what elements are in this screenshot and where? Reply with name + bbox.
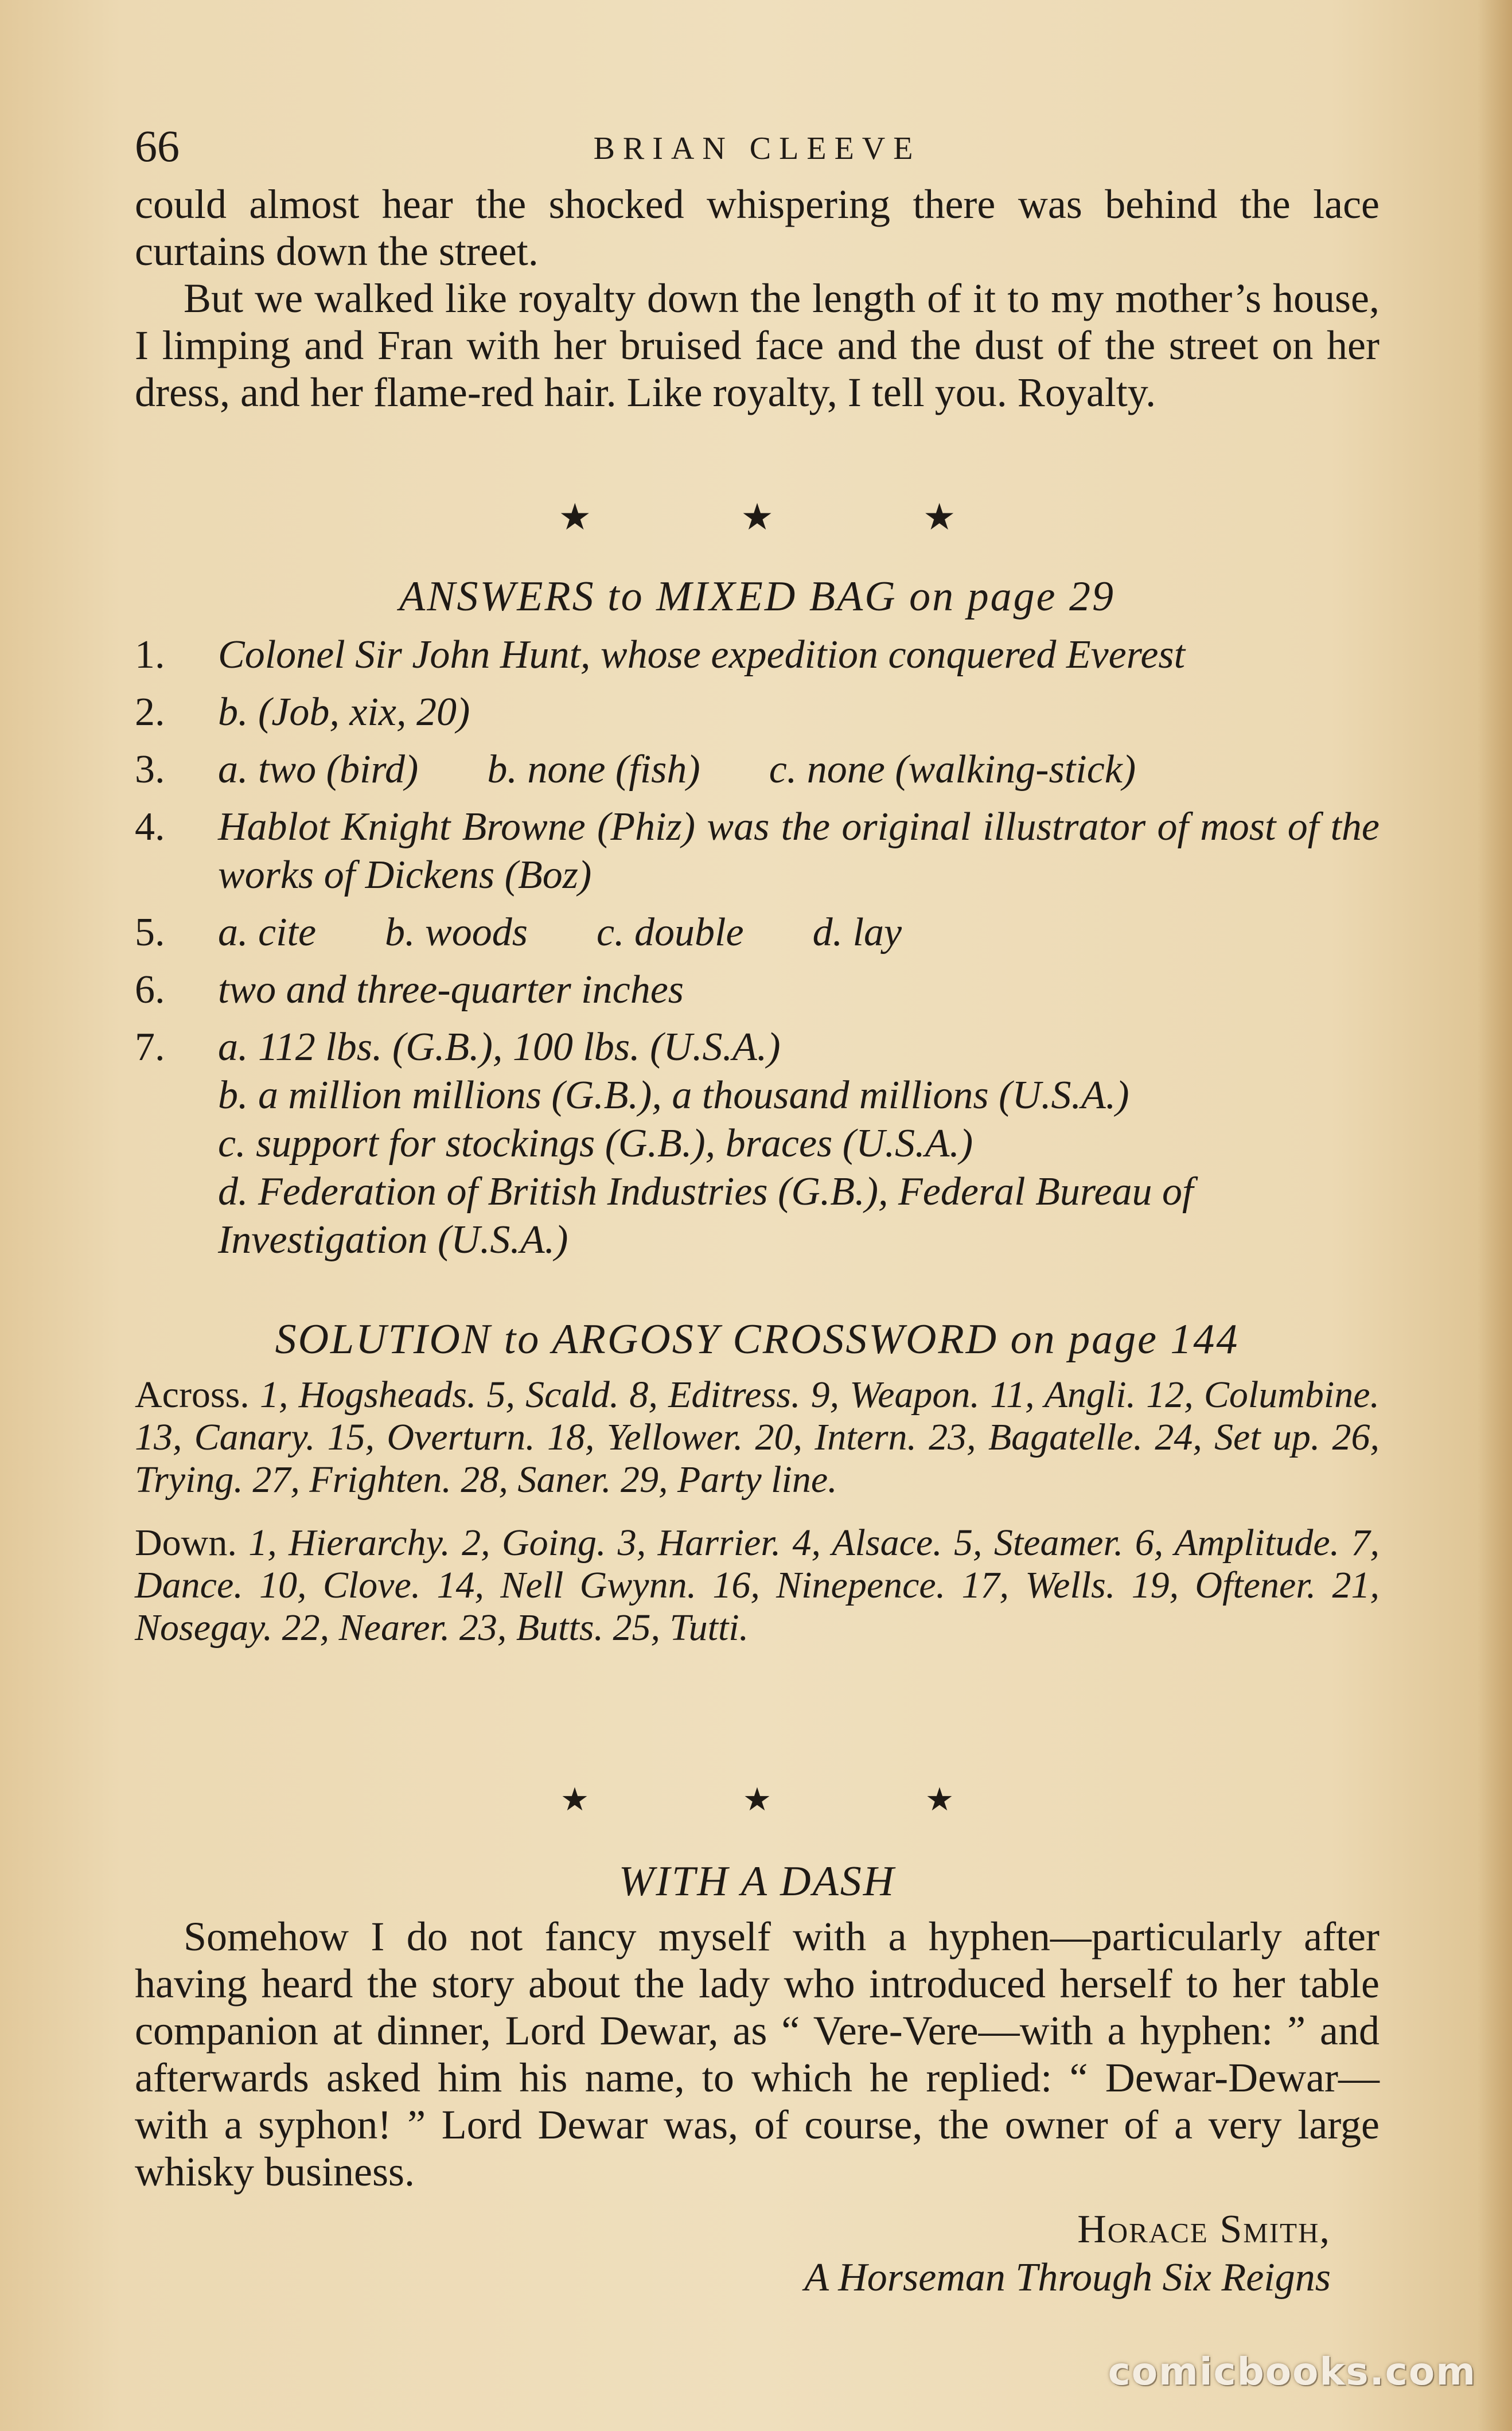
- crossword-solution: [135, 1374, 1379, 1670]
- section-separator: [135, 496, 1379, 539]
- page-edge-shadow: [1478, 0, 1512, 2431]
- star-icon: ★: [923, 496, 956, 539]
- across-text: 1, Hogsheads. 5, Scald. 8, Editress. 9, Weapon. 11, Angli. 12, Columbine. 13, Canary. 15, Overturn. 18, Yellower. 20, Intern. 23, Bagatelle. 24, Set up. 26, Trying. 27, Frighten. 28, Saner. 29, Party line.: [135, 1374, 1380, 1501]
- answer-item: [135, 803, 1379, 899]
- running-head: BRIAN CLEEVE: [593, 131, 921, 166]
- answer-line: two and three-quarter inches: [218, 968, 684, 1012]
- down-answers: [135, 1522, 1379, 1649]
- answer-number: 6.: [135, 968, 165, 1012]
- answer-number: 2.: [135, 690, 165, 734]
- star-icon: ★: [742, 1781, 772, 1818]
- section-separator: [135, 1781, 1379, 1818]
- page-header: [135, 120, 1379, 172]
- story-text: [135, 181, 1379, 416]
- dash-paragraph: Somehow I do not fancy myself with a hyphen—particularly after having heard the story about the lady who introduced herself to her table companion at dinner, Lord Dewar, as “ Vere-Vere—with a hyphen: ” and afterwards asked him his name, to which he replied: “ Dewar-Dewar—with a syphon! ” Lord Dewar was, of course, the owner of a very large whisky business.: [135, 1914, 1379, 2195]
- citation: [688, 2206, 1331, 2302]
- answer-item: [135, 746, 1379, 794]
- watermark: comicbooks.com: [1108, 2350, 1476, 2394]
- down-text: 1, Hierarchy. 2, Going. 3, Harrier. 4, Alsace. 5, Steamer. 6, Amplitude. 7, Dance. 10, Clove. 14, Nell Gwynn. 16, Ninepence. 17, Wells. 19, Oftener. 21, Nosegay. 22, Nearer. 23, Butts. 25, Tutti.: [135, 1522, 1380, 1649]
- answer-part: c. double: [596, 910, 744, 955]
- star-icon: ★: [925, 1781, 954, 1818]
- answer-line: b. (Job, xix, 20): [218, 690, 470, 734]
- page-number: 66: [135, 121, 180, 171]
- star-icon: ★: [558, 496, 591, 539]
- answer-number: 1.: [135, 633, 165, 677]
- answer-number: 4.: [135, 805, 165, 849]
- answer-number: 3.: [135, 747, 165, 792]
- answer-part: a. two (bird): [218, 747, 419, 792]
- dash-title: WITH A DASH: [618, 1858, 896, 1905]
- answer-item: [135, 688, 1379, 737]
- answer-item: [135, 909, 1379, 957]
- answer-line: c. support for stockings (G.B.), braces (U.S.A.): [218, 1121, 973, 1166]
- answer-line: Hablot Knight Browne (Phiz) was the original illustrator of most of the works of Dickens (Boz): [218, 805, 1379, 897]
- answer-line: a. 112 lbs. (G.B.), 100 lbs. (U.S.A.): [218, 1025, 781, 1069]
- story-paragraph: But we walked like royalty down the length of it to my mother’s house, I limping and Fran with her bruised face and the dust of the street on her dress, and her flame-red hair. Like royalty, I tell you. Royalty.: [135, 275, 1379, 415]
- answer-line: b. a million millions (G.B.), a thousand millions (U.S.A.): [218, 1073, 1129, 1117]
- dash-text: [135, 1913, 1379, 2195]
- across-label: Across.: [135, 1374, 250, 1416]
- citation-book: A Horseman Through Six Reigns: [804, 2255, 1331, 2300]
- answer-item: [135, 966, 1379, 1014]
- answer-item: [135, 631, 1379, 679]
- across-answers: [135, 1374, 1379, 1501]
- answer-number: 5.: [135, 910, 165, 955]
- down-label: Down.: [135, 1522, 237, 1564]
- answers-list: [135, 631, 1379, 1273]
- star-icon: ★: [741, 496, 774, 539]
- citation-author: Horace Smith,: [1077, 2207, 1331, 2251]
- answer-part: b. woods: [385, 910, 528, 955]
- answers-title: ANSWERS to MIXED BAG on page 29: [399, 573, 1115, 620]
- star-icon: ★: [560, 1781, 590, 1818]
- story-paragraph: could almost hear the shocked whispering there was behind the lace curtains down the street.: [135, 181, 1379, 274]
- answer-part: d. lay: [812, 910, 902, 955]
- answer-number: 7.: [135, 1025, 165, 1069]
- answer-item: [135, 1023, 1379, 1264]
- answer-part: b. none (fish): [487, 747, 700, 792]
- answer-line: d. Federation of British Industries (G.B.), Federal Bureau of Investigation (U.S.A.): [218, 1170, 1194, 1262]
- crossword-title: SOLUTION to ARGOSY CROSSWORD on page 144: [275, 1316, 1240, 1363]
- answer-part: c. none (walking-stick): [769, 747, 1136, 792]
- answer-line: Colonel Sir John Hunt, whose expedition conquered Everest: [218, 633, 1186, 677]
- answer-part: a. cite: [218, 910, 317, 955]
